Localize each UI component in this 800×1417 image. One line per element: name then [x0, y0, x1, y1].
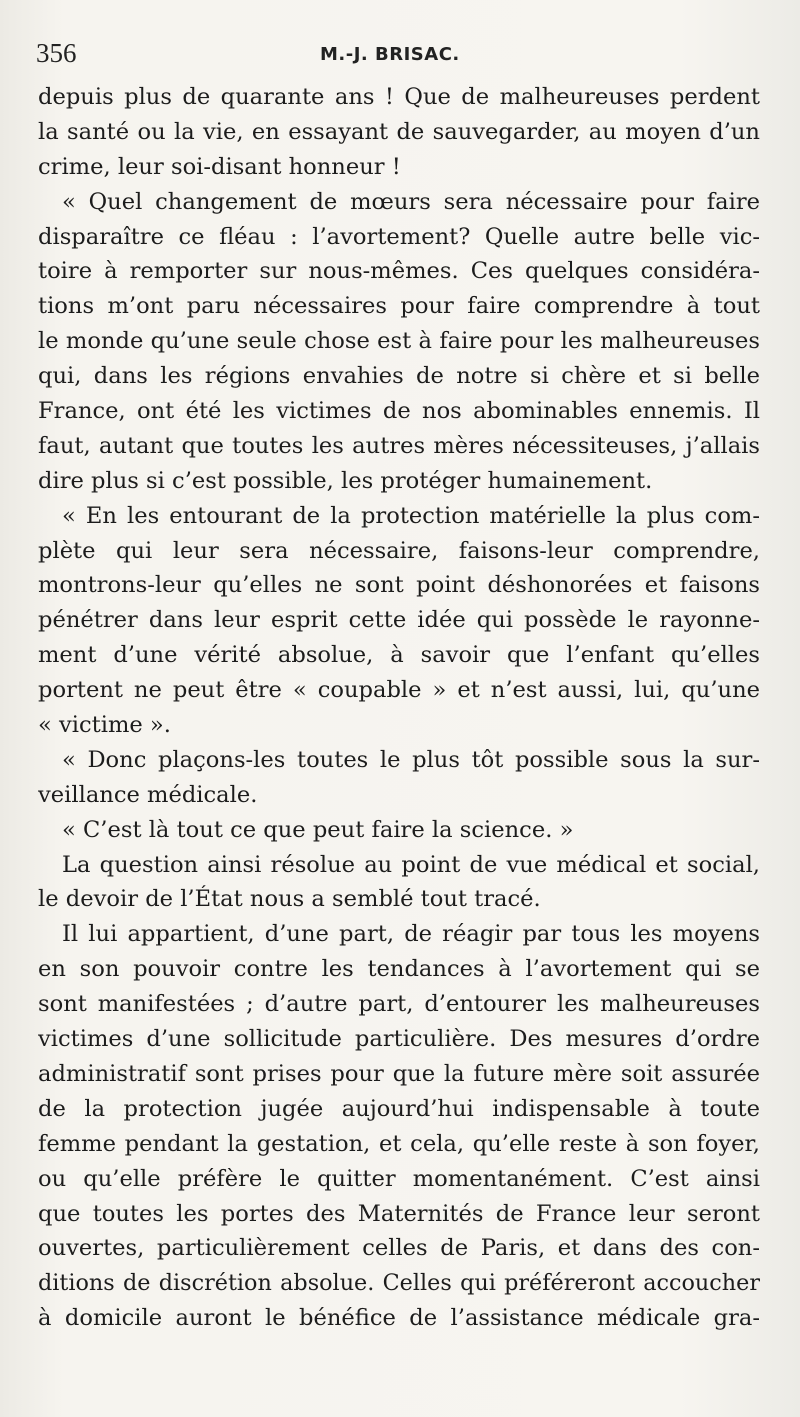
- text-line: administratif sont prises pour que la future mère soit assurée: [38, 1060, 760, 1087]
- text-line: qui, dans les régions envahies de notre si chère et si belle: [38, 363, 760, 390]
- running-head-author: M.-J. BRISAC.: [320, 44, 460, 65]
- text-line: victimes d’une sollicitude particulière. Des mesures d’ordre: [38, 1026, 760, 1053]
- text-line: la santé ou la vie, en essayant de sauvegarder, au moyen d’un: [38, 118, 760, 145]
- text-line: pénétrer dans leur esprit cette idée qui possède le rayonne-: [38, 607, 760, 634]
- text-line: « En les entourant de la protection matérielle la plus com-: [62, 502, 760, 529]
- text-line: « Quel changement de mœurs sera nécessaire pour faire: [62, 188, 760, 215]
- text-line: France, ont été les victimes de nos abominables ennemis. Il: [38, 398, 760, 425]
- text-line: La question ainsi résolue au point de vue médical et social,: [62, 851, 760, 878]
- text-line: tions m’ont paru nécessaires pour faire comprendre à tout: [38, 293, 760, 320]
- text-line: à domicile auront le bénéfice de l’assistance médicale gra-: [38, 1305, 760, 1332]
- text-line: montrons-leur qu’elles ne sont point déshonorées et faisons: [38, 572, 760, 599]
- text-line: le monde qu’une seule chose est à faire pour les malheureuses: [38, 328, 760, 355]
- text-line: en son pouvoir contre les tendances à l’avortement qui se: [38, 956, 760, 983]
- text-line: « victime ».: [38, 712, 171, 739]
- text-line: « C’est là tout ce que peut faire la science. »: [62, 816, 574, 843]
- text-line: disparaître ce fléau : l’avortement? Quelle autre belle vic-: [38, 223, 760, 250]
- text-line: ment d’une vérité absolue, à savoir que l’enfant qu’elles: [38, 642, 760, 669]
- text-line: veillance médicale.: [38, 781, 258, 808]
- text-line: ditions de discrétion absolue. Celles qui préféreront accoucher: [38, 1270, 760, 1297]
- running-head: [36, 38, 764, 72]
- text-line: portent ne peut être « coupable » et n’est aussi, lui, qu’une: [38, 677, 760, 704]
- text-line: faut, autant que toutes les autres mères nécessiteuses, j’allais: [38, 432, 760, 459]
- text-line: « Donc plaçons-les toutes le plus tôt possible sous la sur-: [62, 746, 760, 773]
- text-line: le devoir de l’État nous a semblé tout tracé.: [38, 886, 541, 913]
- text-line: Il lui appartient, d’une part, de réagir par tous les moyens: [62, 921, 760, 948]
- text-line: femme pendant la gestation, et cela, qu’elle reste à son foyer,: [38, 1130, 760, 1157]
- text-line: ou qu’elle préfère le quitter momentanément. C’est ainsi: [38, 1165, 760, 1192]
- page-number: 356: [36, 38, 77, 68]
- text-line: toire à remporter sur nous-mêmes. Ces quelques considéra-: [38, 258, 760, 285]
- body-text: [38, 80, 760, 1336]
- text-line: que toutes les portes des Maternités de France leur seront: [38, 1200, 760, 1227]
- text-line: plète qui leur sera nécessaire, faisons-leur comprendre,: [38, 537, 760, 564]
- text-line: crime, leur soi-disant honneur !: [38, 153, 401, 180]
- text-line: de la protection jugée aujourd’hui indispensable à toute: [38, 1095, 760, 1122]
- text-line: ouvertes, particulièrement celles de Paris, et dans des con-: [38, 1235, 760, 1262]
- text-line: dire plus si c’est possible, les protéger humainement.: [38, 467, 653, 494]
- text-line: depuis plus de quarante ans ! Que de malheureuses perdent: [38, 84, 760, 110]
- text-line: sont manifestées ; d’autre part, d’entourer les malheureuses: [38, 991, 760, 1018]
